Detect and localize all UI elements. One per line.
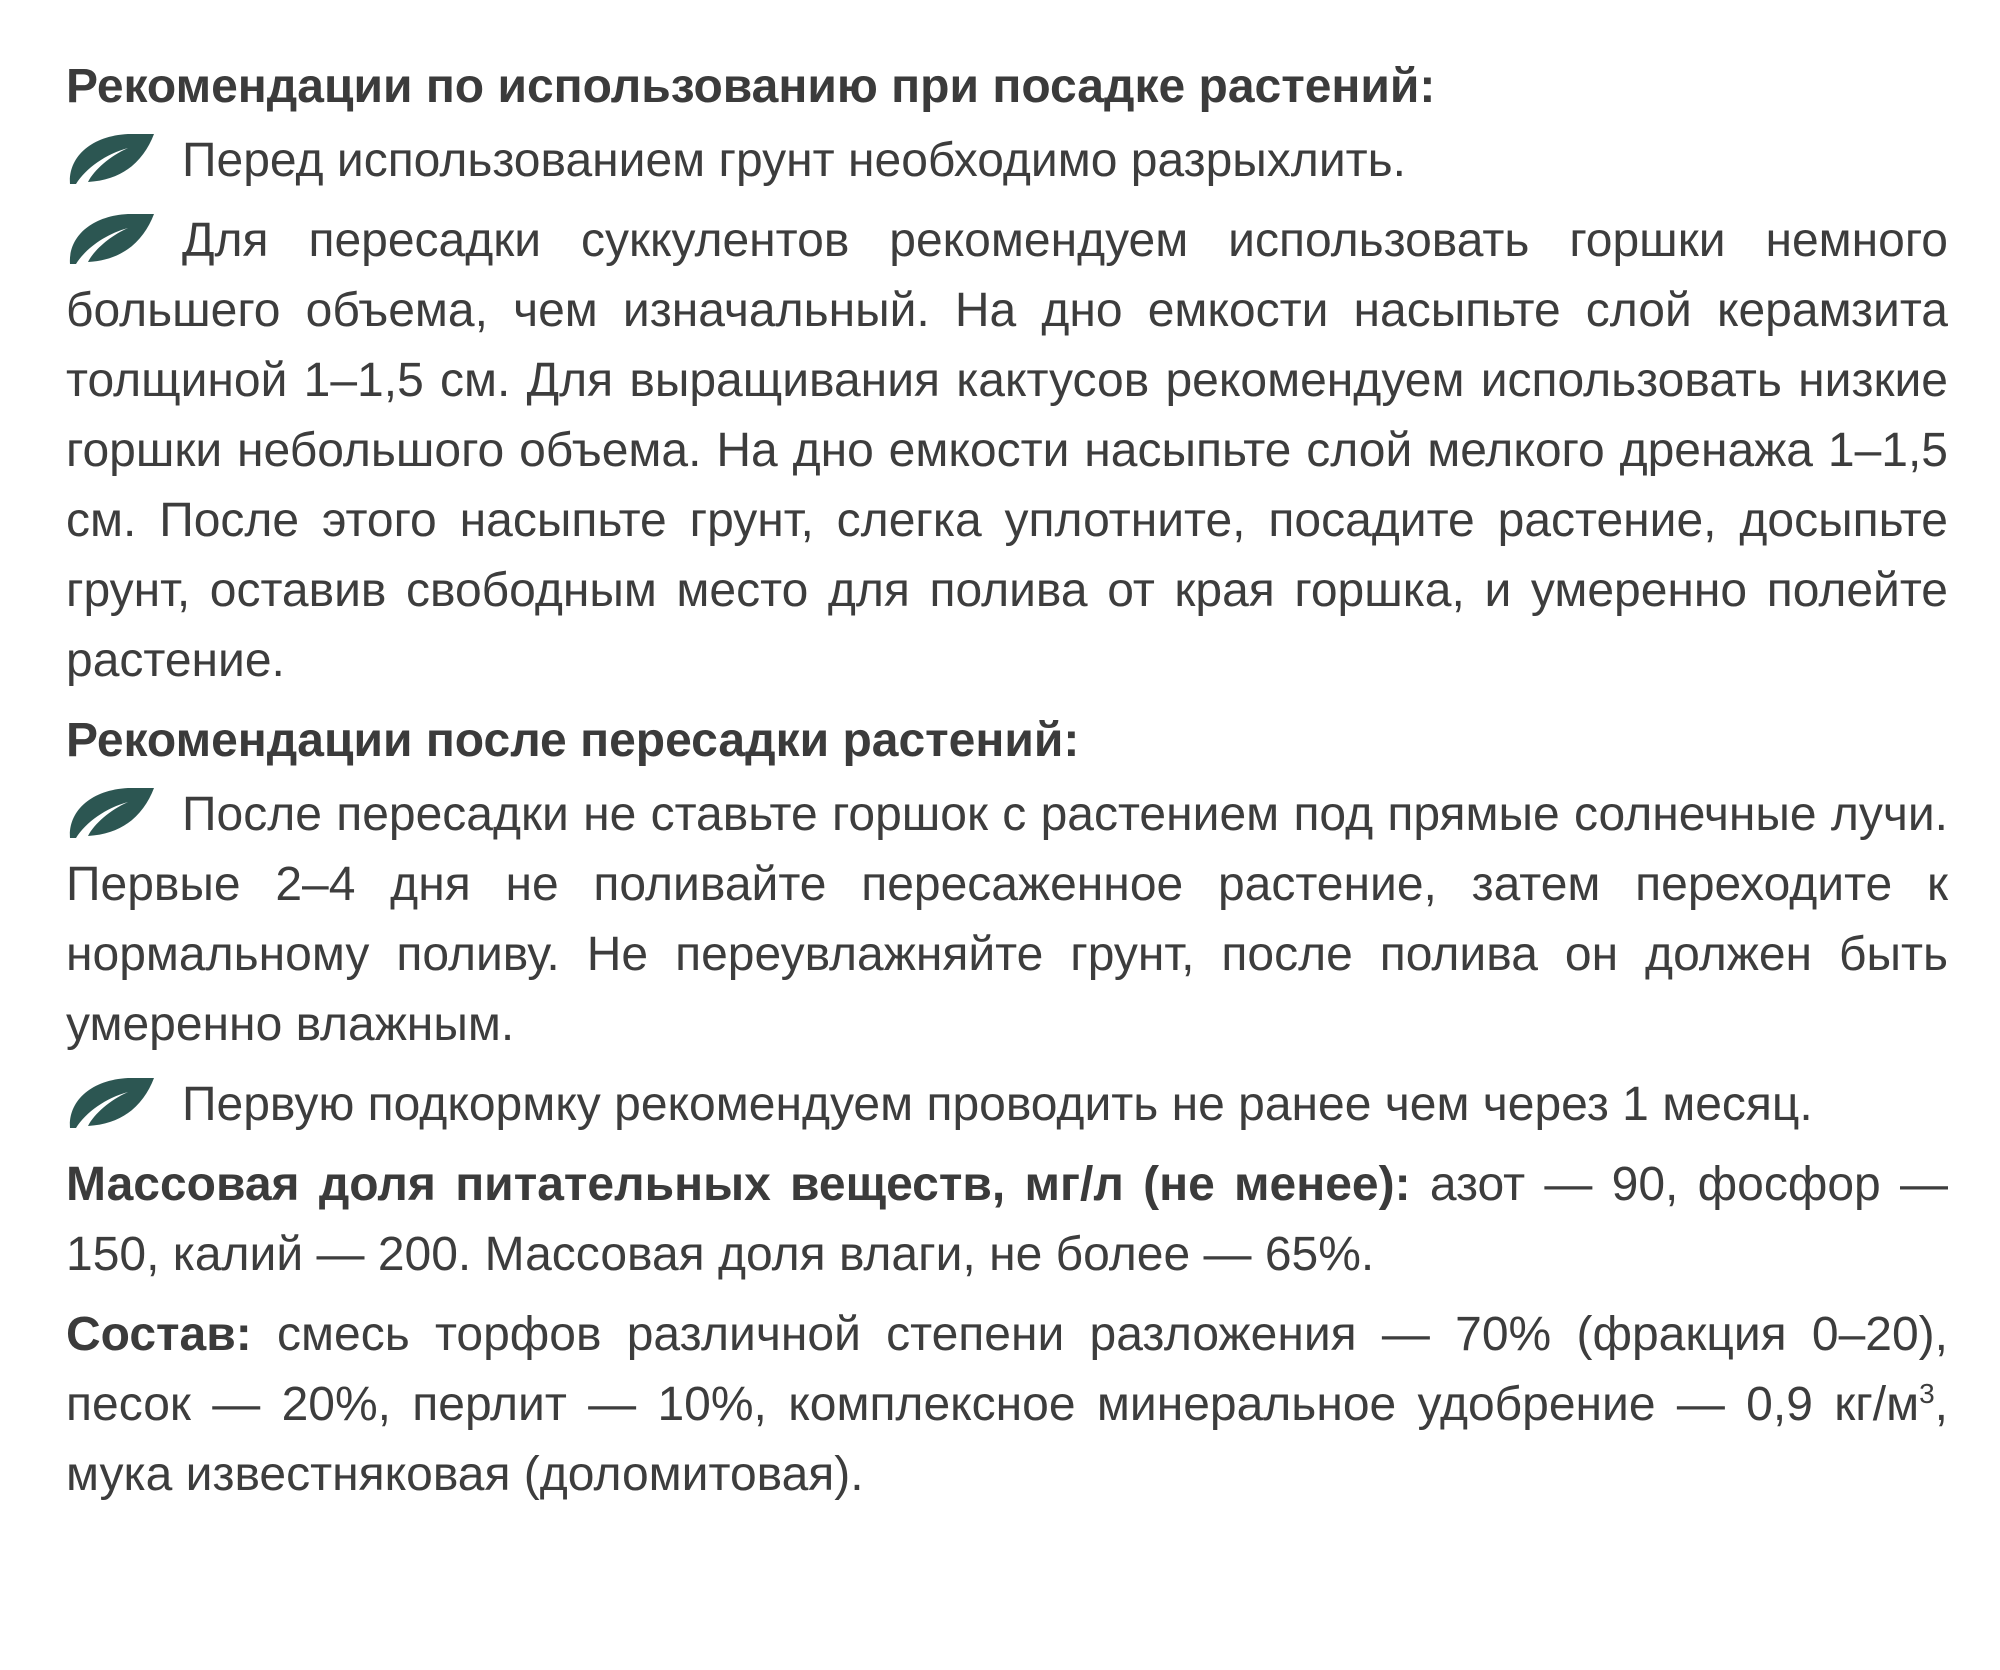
leaf-icon xyxy=(66,130,156,186)
bullet-text: Для пересадки суккулентов рекомендуем использовать горшки немного большего объема, чем изначальный. На дно емкости насыпьте слой керамзита толщиной 1–1,5 см. Для выращивания кактусов рекомендуем использовать низкие горшки небольшого объема. На дно емкости насыпьте слой мелкого дренажа 1–1,5 см. После этого насыпьте грунт, слегка уплотните, посадите растение, досыпьте грунт, оставив свободным место для полива от края горшка, и умеренно полейте растение. xyxy=(66,214,1948,687)
nutrients-paragraph xyxy=(66,1150,1948,1290)
bullet-after-2 xyxy=(66,1070,1948,1140)
heading-planting: Рекомендации по использованию при посадке растений: xyxy=(66,60,1436,113)
bullet-text: После пересадки не ставьте горшок с растением под прямые солнечные лучи. Первые 2–4 дня не поливайте пересаженное растение, затем переходите к нормальному поливу. Не переувлажняйте грунт, после полива он должен быть умеренно влажным. xyxy=(66,788,1948,1051)
bullet-text: Перед использованием грунт необходимо разрыхлить. xyxy=(182,134,1406,187)
heading-after-transplant: Рекомендации после пересадки растений: xyxy=(66,714,1080,767)
superscript-three: 3 xyxy=(1919,1378,1935,1409)
nutrients-text: азот — 90, фосфор — 150, калий — 200. Массовая доля влаги, не более — 65%. xyxy=(66,1158,1948,1281)
composition-paragraph xyxy=(66,1300,1948,1510)
bullet-after-1 xyxy=(66,780,1948,1060)
nutrients-label: Массовая доля питательных веществ, мг/л (не менее): xyxy=(66,1158,1411,1211)
composition-text: смесь торфов различной степени разложения — 70% (фракция 0–20), песок — 20%, перлит — 10%, комплексное минеральное удобрение — 0,9 кг/м xyxy=(66,1308,1948,1431)
composition-text-end: , мука известняковая (доломитовая). xyxy=(66,1378,1948,1501)
bullet-planting-1 xyxy=(66,126,1948,196)
bullet-text: Первую подкормку рекомендуем проводить не ранее чем через 1 месяц. xyxy=(182,1078,1813,1131)
bullet-planting-2 xyxy=(66,206,1948,696)
document-page xyxy=(66,52,1948,1520)
composition-label: Состав: xyxy=(66,1308,252,1361)
leaf-icon xyxy=(66,210,156,266)
leaf-icon xyxy=(66,1074,156,1130)
leaf-icon xyxy=(66,784,156,840)
